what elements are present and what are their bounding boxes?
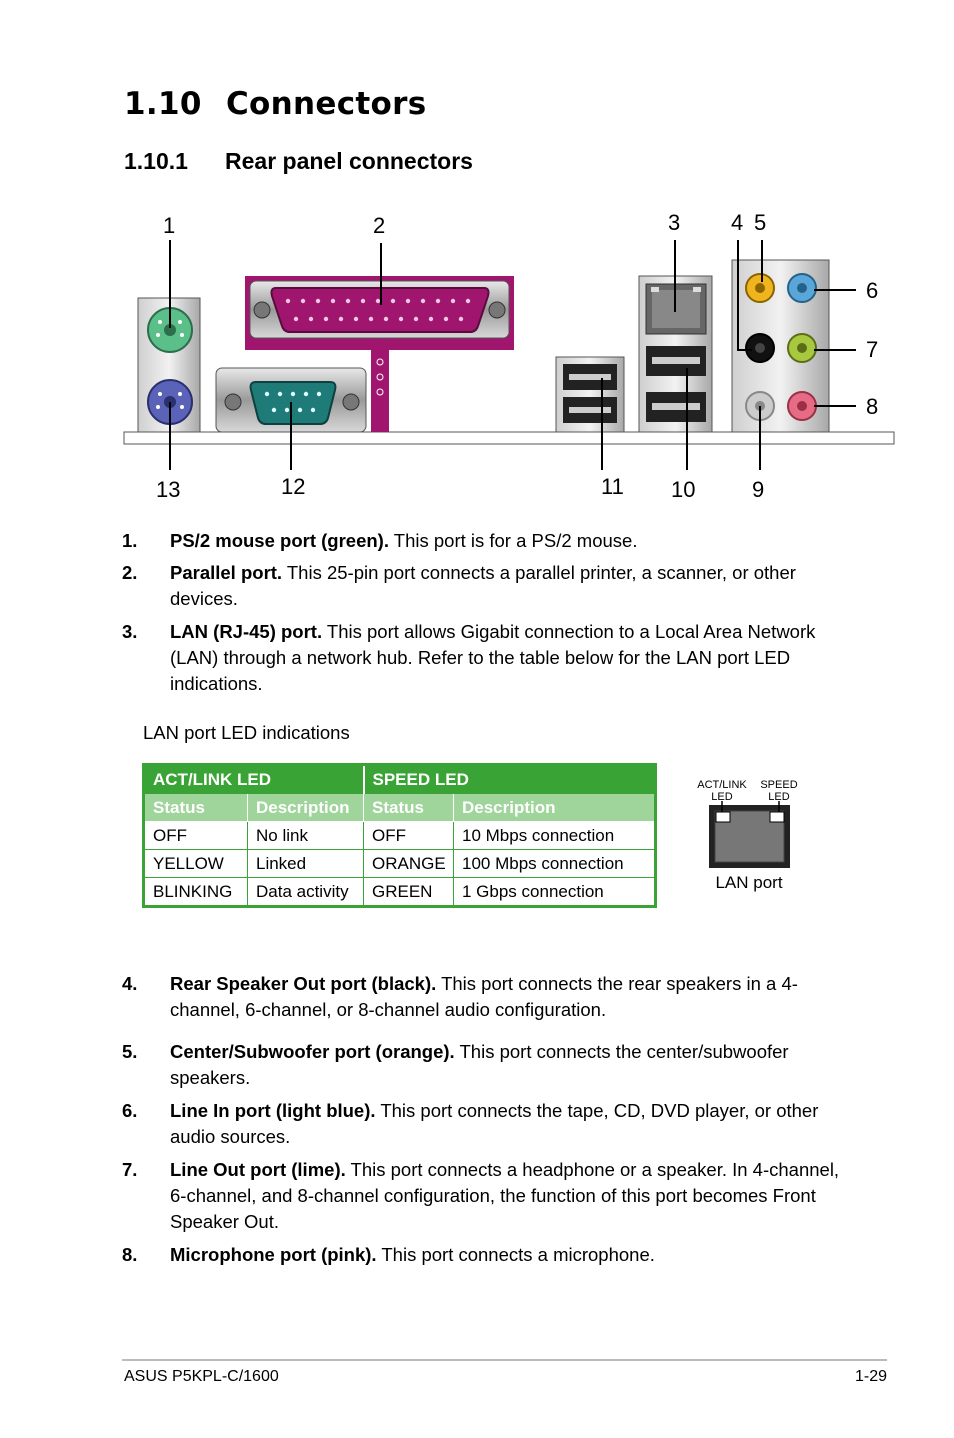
callout-2: 2 xyxy=(373,213,386,238)
usb-ports-pair-11 xyxy=(556,357,624,432)
callout-11: 11 xyxy=(601,474,624,499)
table-row: OFF No link OFF 10 Mbps connection xyxy=(144,822,656,850)
subsection-number: 1.10.1 xyxy=(124,148,188,174)
section-number: 1.10 xyxy=(124,86,202,122)
act-link-header: ACT/LINK LED xyxy=(144,765,364,794)
callout-1: 1 xyxy=(163,213,176,238)
callout-6: 6 xyxy=(866,278,879,303)
list-item: 4. Rear Speaker Out port (black). This port connects the rear speakers in a 4-channel, 6-channel, or 8-channel audio configuration. xyxy=(122,973,798,1020)
list-item: 1. PS/2 mouse port (green). This port is for a PS/2 mouse. xyxy=(122,530,638,551)
section-heading xyxy=(124,86,426,122)
callout-3: 3 xyxy=(668,210,681,235)
lan-port-caption: LAN port xyxy=(715,873,783,892)
item-title: Rear Speaker Out port (black). xyxy=(170,973,437,994)
callout-13: 13 xyxy=(156,477,181,502)
footer-product: ASUS P5KPL-C/1600 xyxy=(124,1368,279,1385)
item-text: This port connects the rear speakers in a 4-channel, 6-channel, or 8-channel audio configuration. xyxy=(170,973,798,1020)
led-table-caption: LAN port LED indications xyxy=(143,722,350,743)
table-row: YELLOW Linked ORANGE 100 Mbps connection xyxy=(144,850,656,878)
item-text: This port connects the tape, CD, DVD player, or other audio sources. xyxy=(170,1100,819,1147)
callout-9: 9 xyxy=(752,477,765,502)
callout-5: 5 xyxy=(754,210,767,235)
panel-baseline xyxy=(124,432,894,444)
footer-divider xyxy=(122,1359,887,1361)
item-title: Line Out port (lime). xyxy=(170,1159,346,1180)
callout-4: 4 xyxy=(731,210,744,235)
item-title: LAN (RJ-45) port. xyxy=(170,621,323,642)
subsection-heading xyxy=(124,148,473,175)
list-item: 6. Line In port (light blue). This port connects the tape, CD, DVD player, or other audio sources. xyxy=(122,1100,819,1147)
list-item: 8. Microphone port (pink). This port connects a microphone. xyxy=(122,1244,655,1265)
list-item: 7. Line Out port (lime). This port connects a headphone or a speaker. In 4-channel, 6-channel, and 8-channel configuration, the function of this port becomes Front Speaker Out. xyxy=(122,1159,840,1232)
rear-panel-diagram xyxy=(0,200,954,510)
svg-text:LED: LED xyxy=(768,791,790,803)
svg-text:LED: LED xyxy=(711,791,733,803)
callout-7: 7 xyxy=(866,337,879,362)
item-text: This port connects a microphone. xyxy=(376,1244,655,1265)
list-item: 3. LAN (RJ-45) port. This port allows Gigabit connection to a Local Area Network (LAN) through a network hub. Refer to the table below for the LAN port LED indications. xyxy=(122,621,816,694)
table-row: BLINKING Data activity GREEN 1 Gbps connection xyxy=(144,878,656,907)
section-title: Connectors xyxy=(226,86,427,122)
callout-10: 10 xyxy=(671,477,696,502)
callout-12: 12 xyxy=(281,474,306,499)
item-text: This 25-pin port connects a parallel printer, a scanner, or other devices. xyxy=(170,562,796,609)
lan-port-figure xyxy=(690,770,810,900)
speed-header: SPEED LED xyxy=(364,765,656,794)
item-title: Center/Subwoofer port (orange). xyxy=(170,1041,455,1062)
subsection-title: Rear panel connectors xyxy=(225,148,473,174)
item-title: Microphone port (pink). xyxy=(170,1244,377,1265)
list-item: 2. Parallel port. This 25-pin port connects a parallel printer, a scanner, or other devices. xyxy=(122,562,796,609)
item-text: This port connects the center/subwoofer speakers. xyxy=(170,1041,789,1088)
footer-page-number: 1-29 xyxy=(854,1368,887,1385)
item-text: This port allows Gigabit connection to a Local Area Network (LAN) through a network hub. Refer to the table below for the LAN port LED indications. xyxy=(170,621,816,694)
act-link-label: ACT/LINK xyxy=(697,779,747,791)
speed-label: SPEED xyxy=(760,779,798,791)
list-item: 5. Center/Subwoofer port (orange). This port connects the center/subwoofer speakers. xyxy=(122,1041,789,1088)
callout-8: 8 xyxy=(866,394,879,419)
lan-led-table: ACT/LINK LED SPEED LED Status Description Status Description OFF No link OFF 10 Mbps connection YELLOW Linked ORANGE 100 Mbps connection BLINKING Data activity GREEN 1 Gbps connection xyxy=(142,763,657,908)
item-title: Parallel port. xyxy=(170,562,283,583)
item-text: This port is for a PS/2 mouse. xyxy=(388,530,638,551)
item-title: PS/2 mouse port (green). xyxy=(170,530,389,551)
item-text: This port connects a headphone or a speaker. In 4-channel, 6-channel, and 8-channel configuration, the function of this port becomes Front Speaker Out. xyxy=(170,1159,840,1232)
item-title: Line In port (light blue). xyxy=(170,1100,376,1121)
